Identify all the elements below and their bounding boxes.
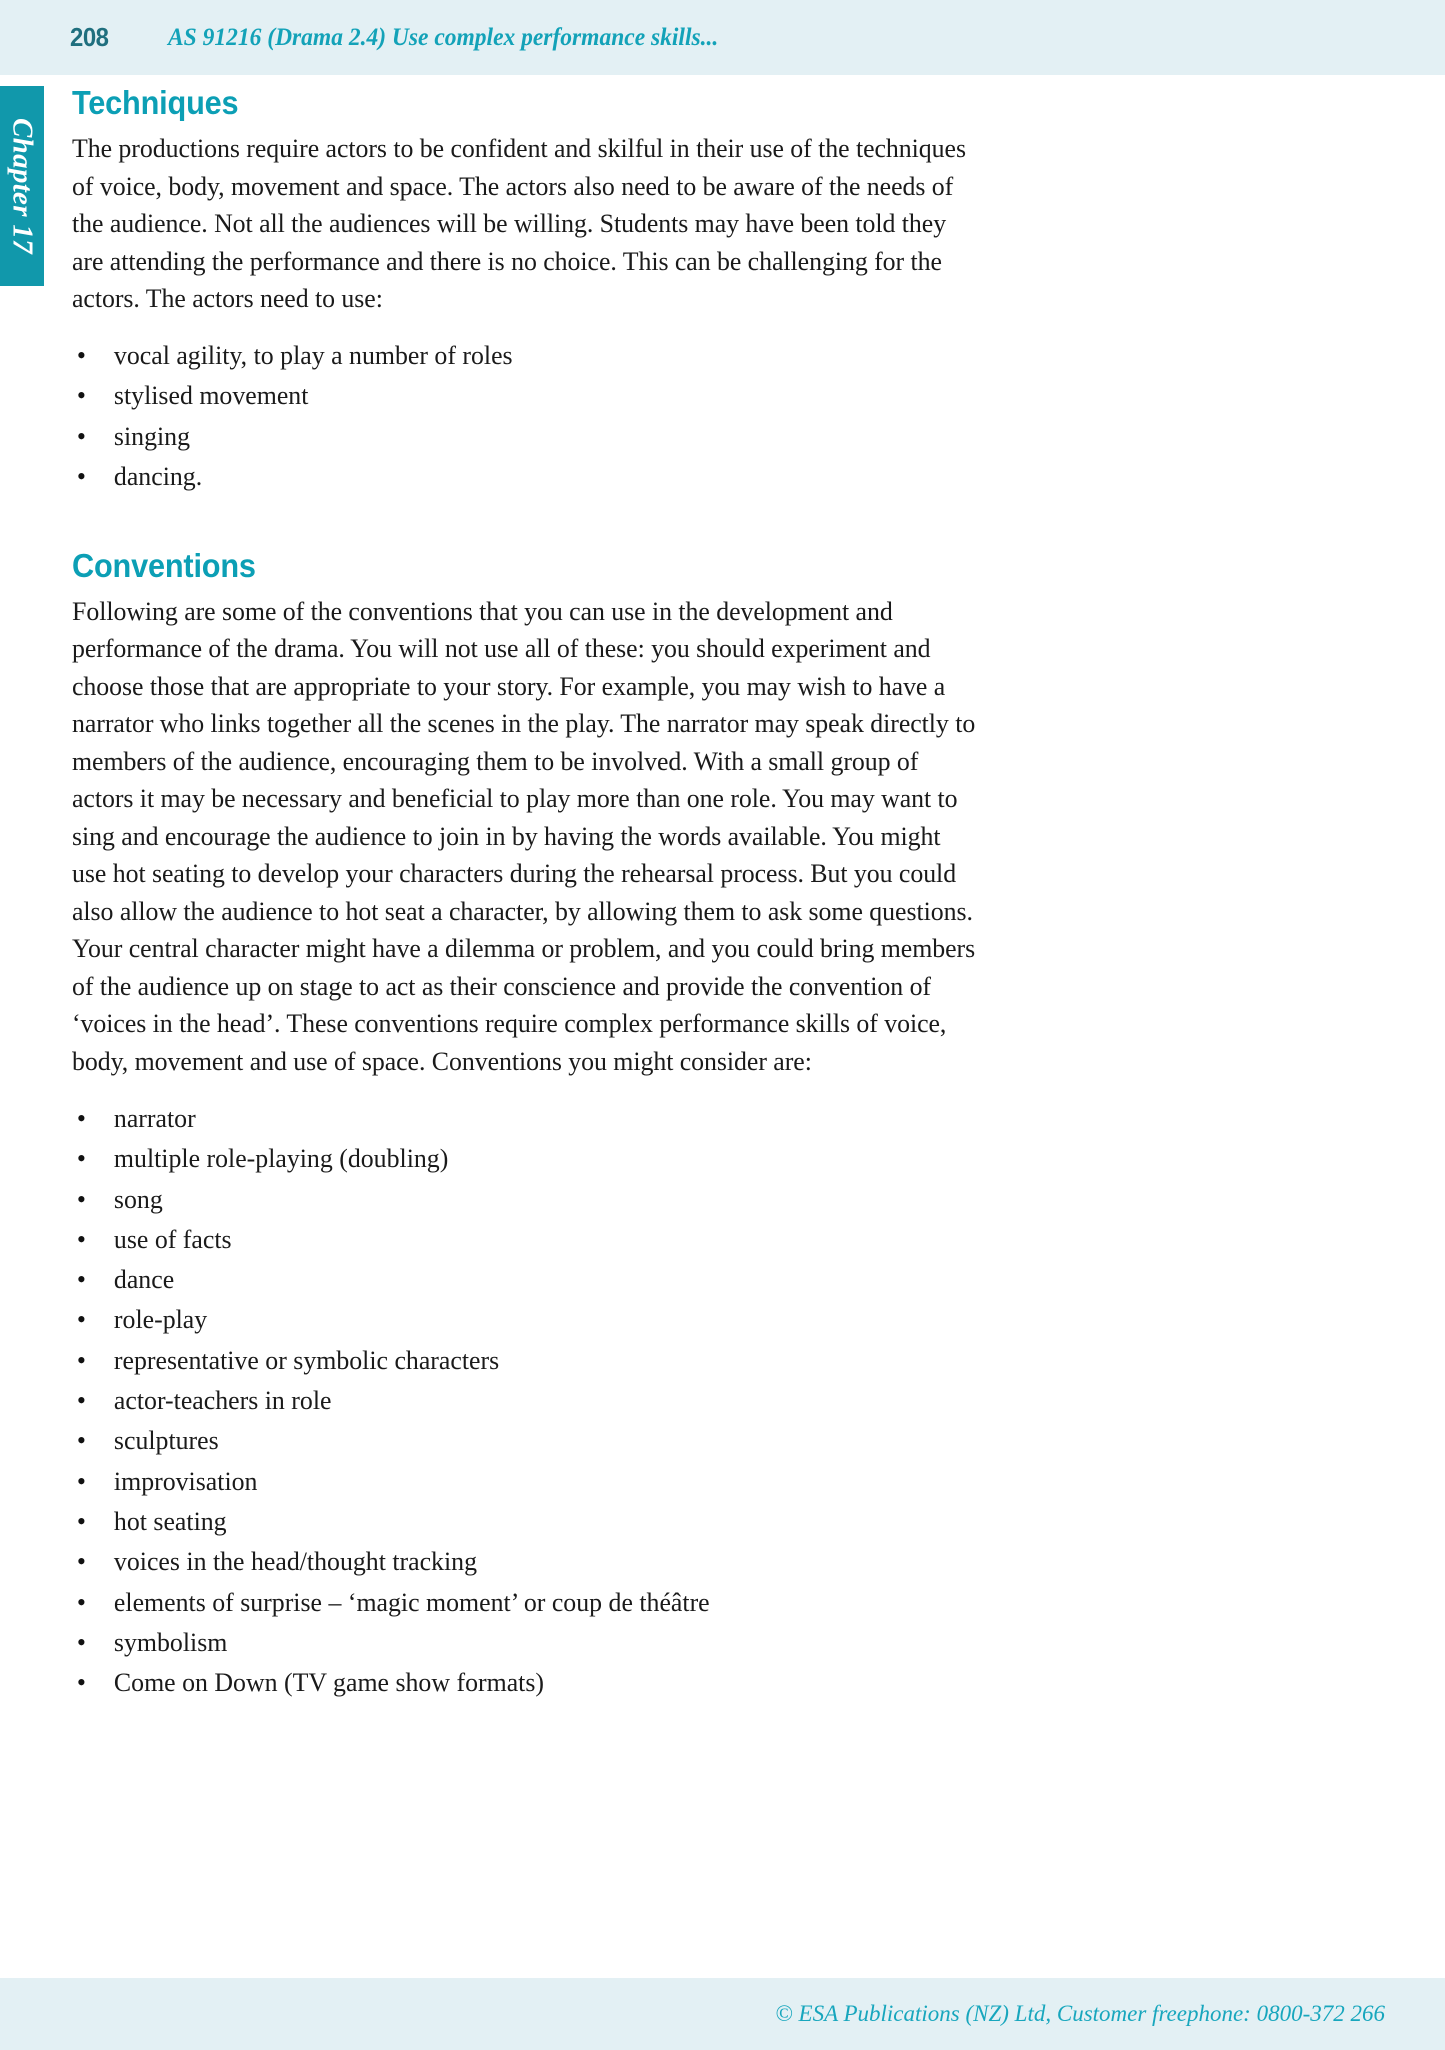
- bullet-dot-icon: •: [76, 1344, 86, 1375]
- list-item: [72, 1219, 979, 1259]
- chapter-tab-label: Chapter 17: [6, 118, 39, 254]
- list-item-label: Come on Down (TV game show formats): [113, 1667, 545, 1698]
- list-item: [72, 335, 979, 376]
- bullet-dot-icon: •: [76, 1425, 86, 1456]
- main-content: [72, 86, 1002, 1702]
- section-heading-techniques: Techniques: [72, 84, 239, 121]
- list-item-label: role-play: [113, 1304, 208, 1335]
- list-item-label: dancing.: [113, 461, 203, 491]
- list-item: [72, 1299, 979, 1339]
- list-item: [72, 1179, 979, 1219]
- running-header-title: AS 91216 (Drama 2.4) Use complex performance skills...: [167, 23, 719, 51]
- bullet-list-techniques: [72, 335, 1002, 497]
- bullet-dot-icon: •: [76, 461, 86, 491]
- list-item: [72, 1461, 979, 1501]
- list-item-label: dance: [113, 1264, 175, 1295]
- list-item-label: song: [113, 1183, 163, 1214]
- bullet-dot-icon: •: [76, 380, 86, 410]
- list-item-label: improvisation: [113, 1465, 258, 1496]
- bullet-dot-icon: •: [76, 1264, 86, 1295]
- bullet-dot-icon: •: [76, 1143, 86, 1174]
- list-item-label: elements of surprise – ‘magic moment’ or coup de théâtre: [113, 1586, 710, 1617]
- bullet-dot-icon: •: [76, 1465, 86, 1496]
- list-item-label: narrator: [113, 1103, 196, 1133]
- bullet-list-conventions: [72, 1098, 1002, 1702]
- list-item-label: representative or symbolic characters: [113, 1344, 500, 1375]
- page-number: 208: [70, 22, 109, 52]
- list-item: [72, 1501, 979, 1541]
- page-header: [0, 0, 1445, 75]
- bullet-dot-icon: •: [76, 1546, 86, 1577]
- list-item: [72, 1662, 979, 1702]
- list-item: [72, 416, 979, 457]
- bullet-dot-icon: •: [76, 339, 86, 370]
- list-item: [72, 1582, 979, 1622]
- list-item: [72, 456, 979, 497]
- list-item-label: hot seating: [113, 1505, 227, 1536]
- list-item: [72, 1622, 979, 1662]
- list-item: [72, 1380, 979, 1420]
- list-item: [72, 375, 979, 416]
- list-item-label: use of facts: [113, 1223, 232, 1254]
- bullet-dot-icon: •: [76, 420, 86, 451]
- section-paragraph-techniques: The productions require actors to be confident and skilful in their use of the techniques of voice, body, movement and space. The actors also need to be aware of the needs of the audience. Not all the audiences will be willing. Students may have been told they are attending the performance and there is no choice. This can be challenging for the actors. The actors need to use:: [72, 133, 966, 313]
- bullet-dot-icon: •: [76, 1586, 86, 1617]
- bullet-dot-icon: •: [76, 1667, 86, 1698]
- list-item: [72, 1420, 979, 1460]
- list-item-label: multiple role-playing (doubling): [113, 1143, 449, 1174]
- list-item: [72, 1541, 979, 1581]
- list-item: [72, 1098, 979, 1138]
- bullet-dot-icon: •: [76, 1505, 86, 1536]
- list-item-label: voices in the head/thought tracking: [113, 1546, 477, 1577]
- bullet-dot-icon: •: [76, 1304, 86, 1335]
- list-item-label: vocal agility, to play a number of roles: [113, 339, 513, 370]
- section-paragraph-conventions: Following are some of the conventions that you can use in the development and performance of the drama. You will not use all of these: you should experiment and choose those that are appropriate to your story. For example, you may wish to have a narrator who links together all the scenes in the play. The narrator may speak directly to members of the audience, encouraging them to be involved. With a small group of actors it may be necessary and beneficial to play more than one role. You may want to sing and encourage the audience to join in by having the words available. You might use hot seating to develop your characters during the rehearsal process. But you could also allow the audience to hot seat a character, by allowing them to ask some questions. Your central character might have a dilemma or problem, and you could bring members of the audience up on stage to act as their conscience and provide the convention of ‘voices in the head’. These conventions require complex performance skills of voice, body, movement and use of space. Conventions you might consider are:: [72, 595, 976, 1076]
- chapter-tab: [0, 86, 44, 286]
- list-item: [72, 1340, 979, 1380]
- bullet-dot-icon: •: [76, 1626, 86, 1657]
- list-item: [72, 1259, 979, 1299]
- list-item-label: actor-teachers in role: [113, 1385, 332, 1416]
- list-item-label: sculptures: [113, 1425, 219, 1456]
- list-item: [72, 1138, 979, 1178]
- list-item-label: stylised movement: [113, 380, 309, 410]
- list-item-label: symbolism: [113, 1626, 228, 1657]
- list-item-label: singing: [113, 420, 191, 451]
- copyright-text: © ESA Publications (NZ) Ltd, Customer freephone: 0800-372 266: [775, 2001, 1385, 2026]
- bullet-dot-icon: •: [76, 1385, 86, 1416]
- bullet-dot-icon: •: [76, 1103, 86, 1133]
- bullet-dot-icon: •: [76, 1183, 86, 1214]
- page-footer: [0, 1978, 1445, 2050]
- section-heading-conventions: Conventions: [72, 546, 256, 584]
- bullet-dot-icon: •: [76, 1223, 86, 1254]
